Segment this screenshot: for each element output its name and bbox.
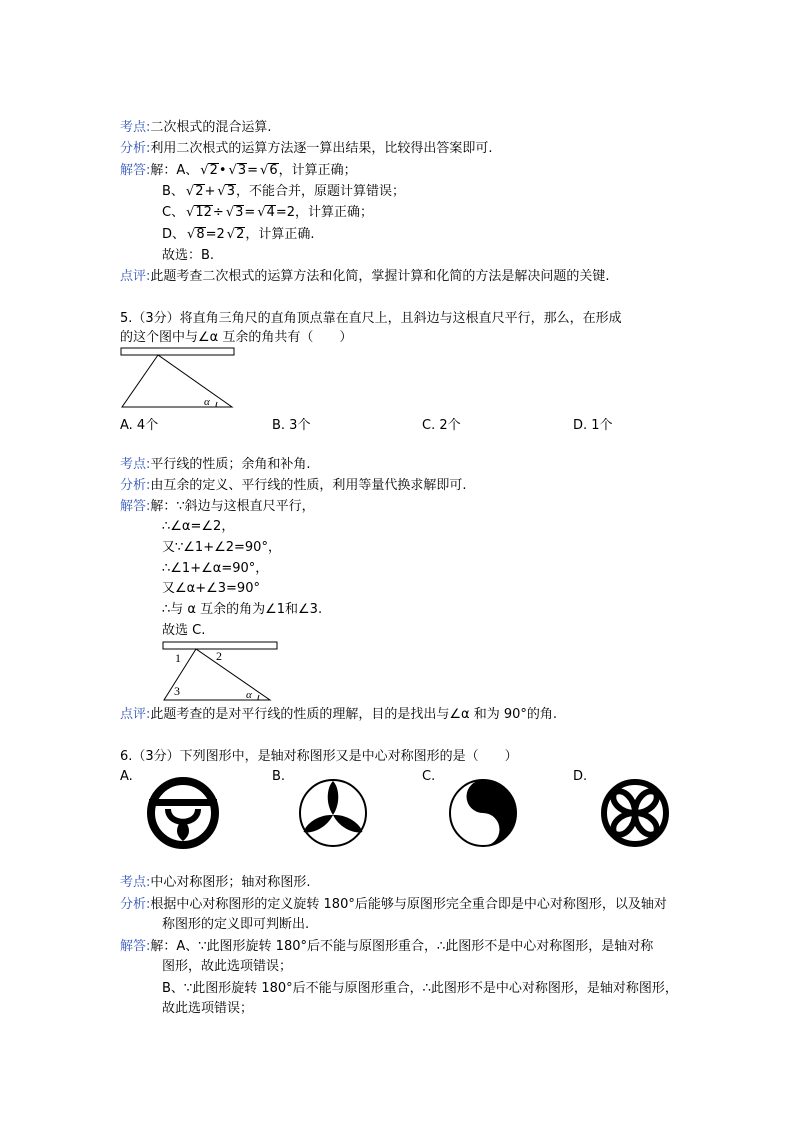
radical: √ 3 xyxy=(234,205,245,220)
radical: √ 12 xyxy=(194,205,213,220)
fenxi-label: 分析: xyxy=(120,478,151,493)
fenxi-label: 分析: xyxy=(120,897,151,912)
q6-jieda-line1 xyxy=(120,938,653,956)
q6-fenxi-line2: 称图形的定义即可判断出. xyxy=(162,917,310,932)
q4-jieda-c: C、√ 12÷√ 3=√ 4=2，计算正确； xyxy=(162,204,373,222)
solution-step: B、∵此图形旋转 180°后不能与原图形重合，∴此图形不是中心对称图形，是轴对称图形， xyxy=(162,981,678,996)
solution-step: 故此选项错误； xyxy=(162,1001,254,1016)
radical: √ 3 xyxy=(237,163,248,178)
answer-c-prefix: C、 xyxy=(162,205,185,220)
jieda-label: 解答: xyxy=(120,939,151,954)
radical: √ 2 xyxy=(208,163,219,178)
q5-figure-ruler-triangle xyxy=(120,346,240,410)
radical: √ 2 xyxy=(194,184,205,199)
q5-fenxi-line xyxy=(120,477,467,495)
q6-option-c: C. xyxy=(422,769,436,784)
q6-option-b: B. xyxy=(272,769,286,784)
answer-b-prefix: B、 xyxy=(162,184,184,199)
q4-dianping-line xyxy=(120,268,610,286)
q5-kaodian-line xyxy=(120,456,311,474)
answer-c-suffix: =2，计算正确； xyxy=(275,205,374,220)
q5-option-a: A. 4个 xyxy=(120,418,159,433)
solution-step: ∴∠1+∠α=90°， xyxy=(162,561,269,576)
kaodian-label: 考点: xyxy=(120,457,151,472)
q4-jieda-a: 解答:解：A、√ 2•√ 3=√ 6，计算正确； xyxy=(120,162,357,180)
solution-step: ∴与 α 互余的角为∠1和∠3. xyxy=(162,602,323,617)
dianping-text: 此题考查的是对平行线的性质的理解，目的是找出与∠α 和为 90°的角. xyxy=(150,707,558,722)
solution-step: 又∠α+∠3=90° xyxy=(162,581,260,596)
q4-jieda-b: B、√ 2+√ 3，不能合并，原题计算错误； xyxy=(162,183,405,201)
alpha-label: α xyxy=(246,689,252,701)
jieda-label: 解答: xyxy=(120,163,151,178)
kaodian-text: 二次根式的混合运算. xyxy=(150,120,272,135)
figure-d-four-petals xyxy=(597,775,673,851)
q4-fenxi-line xyxy=(120,140,493,158)
answer-b-suffix: ，不能合并，原题计算错误； xyxy=(235,184,405,199)
solution-step: 解：A、∵此图形旋转 180°后不能与原图形重合，∴此图形不是中心对称图形，是轴对称 xyxy=(150,939,654,954)
q6-stem: 6.（3分）下列图形中，是轴对称图形又是中心对称图形的是（ ） xyxy=(120,749,518,764)
figure-b-three-blades xyxy=(295,775,371,851)
fenxi-text: 根据中心对称图形的定义旋转 180°后能够与原图形完全重合即是中心对称图形，以及轴对 xyxy=(150,897,667,912)
q5-option-c: C. 2个 xyxy=(422,418,461,433)
radical: √ 8 xyxy=(195,227,206,242)
answer-d-mid: =2 xyxy=(205,227,225,242)
dianping-label: 点评: xyxy=(120,707,151,722)
q6-kaodian-line xyxy=(120,874,311,892)
q5-jieda-line1 xyxy=(120,498,315,516)
solution-step: 图形，故此选项错误； xyxy=(162,959,293,974)
dianping-text: 此题考查二次根式的运算方法和化简，掌握计算和化简的方法是解决问题的关键. xyxy=(150,269,610,284)
triangle xyxy=(122,355,232,407)
answer-d-prefix: D、 xyxy=(162,227,186,242)
q4-kaodian-line xyxy=(120,119,272,137)
ruler xyxy=(163,642,277,649)
radical: √ 2 xyxy=(235,227,246,242)
dianping-label: 点评: xyxy=(120,269,151,284)
q6-fenxi-line1 xyxy=(120,896,667,914)
solution-step: ∴∠α=∠2， xyxy=(162,519,235,534)
fenxi-text: 利用二次根式的运算方法逐一算出结果，比较得出答案即可. xyxy=(150,141,493,156)
ruler xyxy=(121,348,234,355)
q4-jieda-d xyxy=(162,226,314,244)
fenxi-text: 由互余的定义、平行线的性质，利用等量代换求解即可. xyxy=(150,478,467,493)
angle-3-label: 3 xyxy=(174,684,180,698)
kaodian-label: 考点: xyxy=(120,875,151,890)
figure-a-emblem xyxy=(145,775,221,851)
angle-arc xyxy=(216,402,217,407)
angle-2-label: 2 xyxy=(216,649,222,663)
kaodian-text: 中心对称图形；轴对称图形. xyxy=(150,875,311,890)
q5-option-d: D. 1个 xyxy=(573,418,613,433)
radical: √ 4 xyxy=(265,205,276,220)
solution-step: 故选 C. xyxy=(162,623,206,638)
jieda-label: 解答: xyxy=(120,499,151,514)
q5-solution-figure xyxy=(162,641,282,703)
q4-guxuan: 故选：B. xyxy=(162,248,215,263)
solution-step: 又∵∠1+∠2=90°， xyxy=(162,540,281,555)
fenxi-label: 分析: xyxy=(120,141,151,156)
solution-step: 解：∵斜边与这根直尺平行， xyxy=(150,499,315,514)
answer-d-suffix: ，计算正确. xyxy=(245,227,315,242)
answer-a-suffix: ，计算正确； xyxy=(278,163,357,178)
kaodian-label: 考点: xyxy=(120,120,151,135)
q5-option-b: B. 3个 xyxy=(272,418,311,433)
q6-option-a: A. xyxy=(120,769,133,784)
radical: √ 3 xyxy=(225,184,236,199)
answer-a-prefix: 解：A、 xyxy=(150,163,199,178)
q5-dianping-line xyxy=(120,706,557,724)
q6-option-d: D. xyxy=(573,769,588,784)
angle-arc xyxy=(258,695,259,700)
radical: √ 6 xyxy=(268,163,279,178)
q5-stem-line1: 5.（3分）将直角三角尺的直角顶点靠在直尺上，且斜边与这根直尺平行，那么，在形成 xyxy=(120,311,622,326)
q5-stem-line2: 的这个图中与∠α 互余的角共有（ ） xyxy=(120,330,353,345)
figure-c-yin-yang xyxy=(445,775,521,851)
angle-1-label: 1 xyxy=(175,651,181,665)
kaodian-text: 平行线的性质；余角和补角. xyxy=(150,457,311,472)
alpha-label: α xyxy=(204,396,210,408)
